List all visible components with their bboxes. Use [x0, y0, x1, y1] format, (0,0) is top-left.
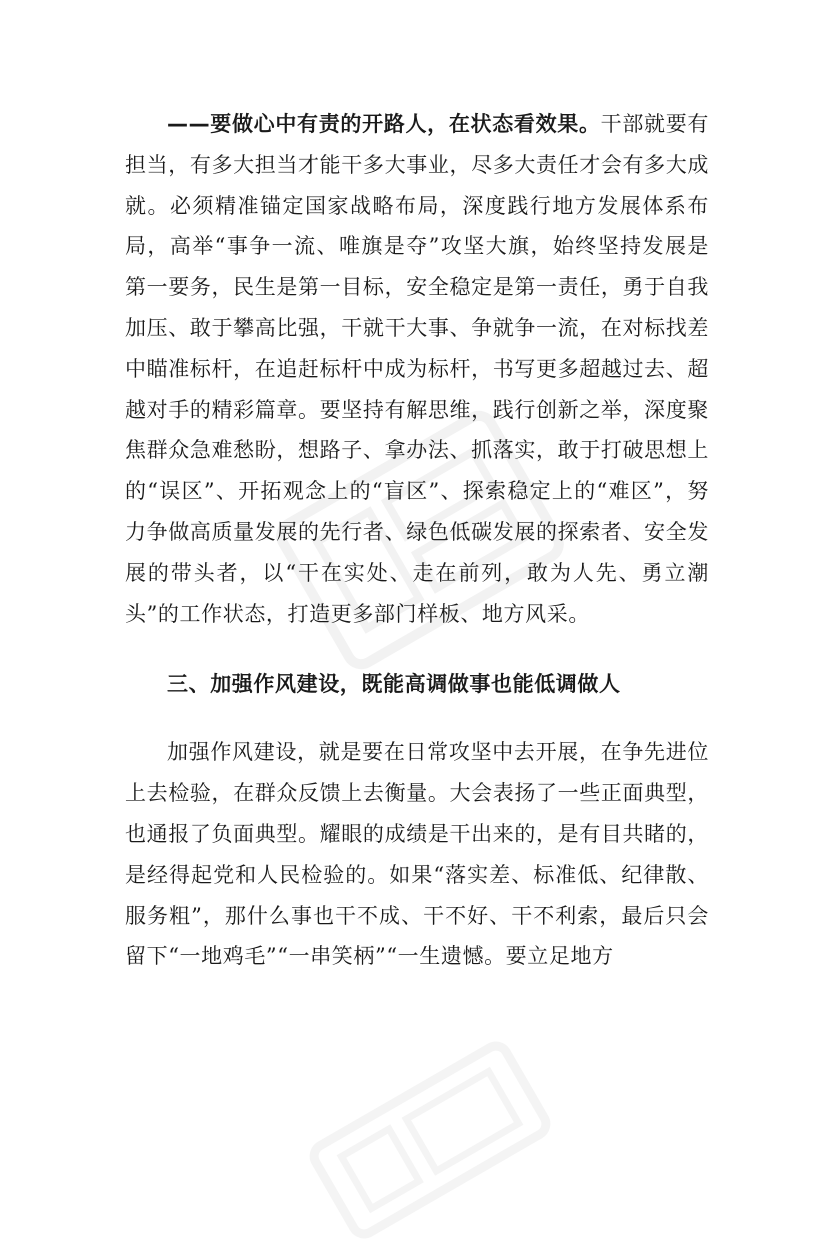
paragraph — [125, 104, 709, 634]
document-body — [125, 104, 709, 977]
paragraph: 加强作风建设，就是要在日常攻坚中去开展，在争先进位上去检验，在群众反馈上去衡量。大会表扬了一些正面典型，也通报了负面典型。耀眼的成绩是干出来的，是有目共睹的，是经得起党和人民检验的。如果“落实差、标准低、纪律散、服务粗”，那什么事也干不成、干不好、干不利索，最后只会留下“一地鸡毛”“一串笑柄”“一生遗憾。要立足地方 — [125, 740, 709, 969]
section-heading: 三、加强作风建设，既能高调做事也能低调做人 — [167, 672, 621, 697]
paragraph-text: 干部就要有担当，有多大担当才能干多大事业，尽多大责任才会有多大成就。必须精准锚定国家战略布局，深度践行地方发展体系布局，高举“事争一流、唯旗是夺”攻坚大旗，始终坚持发展是第一要务，民生是第一目标，安全稳定是第一责任，勇于自我加压、敢于攀高比强，干就干大事、争就争一流，在对标找差中瞄准标杆，在追赶标杆中成为标杆，书写更多超越过去、超越对手的精彩篇章。要坚持有解思维，践行创新之举，深度聚焦群众急难愁盼，想路子、拿办法、抓落实，敢于打破思想上的“误区”、开拓观念上的“盲区”、探索稳定上的“难区”，努力争做高质量发展的先行者、绿色低碳发展的探索者、安全发展的带头者，以“干在实处、走在前列，敢为人先、勇立潮头”的工作状态，打造更多部门样板、地方风采。 — [125, 112, 710, 626]
paragraph-lead: ——要做心中有责的开路人，在状态看效果。 — [167, 112, 601, 136]
watermark-logo-icon — [296, 1028, 564, 1252]
